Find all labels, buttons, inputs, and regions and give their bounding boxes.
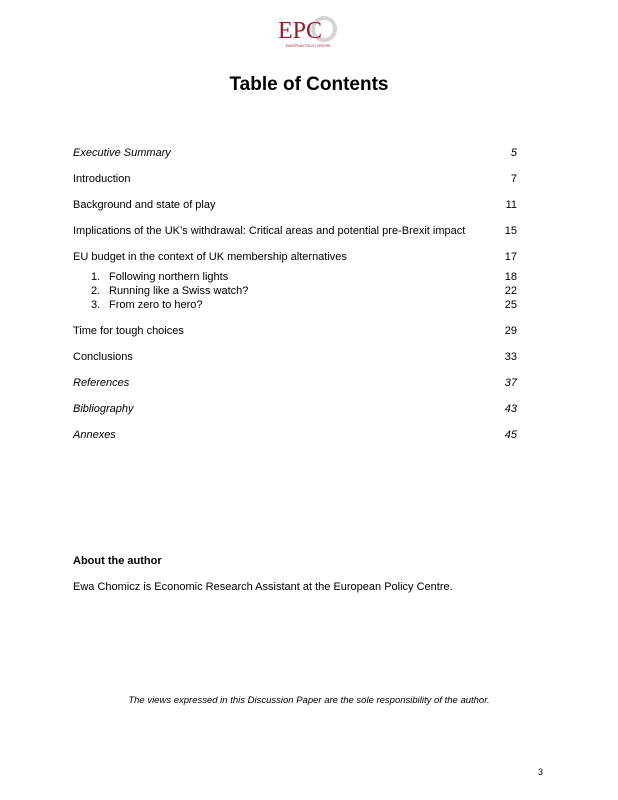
toc-subentry-page: 25 [504, 299, 517, 311]
toc-entry-page: 7 [510, 173, 517, 185]
table-of-contents [73, 146, 517, 454]
toc-entry-page: 17 [504, 251, 517, 263]
toc-entry-label: Executive Summary [73, 147, 171, 159]
toc-entry-label: Introduction [73, 173, 131, 185]
toc-subentry[interactable] [73, 284, 517, 298]
toc-entry-label: Implications of the UK’s withdrawal: Critical areas and potential pre-Brexit impact [73, 225, 466, 237]
toc-entry-label: Conclusions [73, 351, 133, 363]
toc-entry[interactable] [73, 198, 517, 212]
page-title: Table of Contents [229, 74, 389, 95]
toc-subentry-number: 3. [91, 299, 101, 311]
toc-entry[interactable] [73, 428, 517, 442]
logo-text: EPC [278, 18, 323, 44]
disclaimer: The views expressed in this Discussion Paper are the sole responsibility of the author. [128, 695, 490, 706]
toc-entry[interactable] [73, 224, 517, 238]
toc-subentry-number: 2. [91, 285, 101, 297]
toc-entry-label: Bibliography [73, 403, 134, 415]
toc-entry-label: Annexes [73, 429, 116, 441]
toc-subentry-page: 18 [504, 271, 517, 283]
toc-subentry-label: From zero to hero? [109, 299, 203, 311]
epc-logo [272, 14, 344, 50]
toc-entry[interactable] [73, 402, 517, 416]
toc-entry-page: 11 [505, 199, 517, 211]
about-text: Ewa Chomicz is Economic Research Assistant at the European Policy Centre. [73, 581, 453, 593]
page-number: 3 [538, 767, 544, 777]
toc-entry-label: Background and state of play [73, 199, 216, 211]
toc-entry-page: 45 [504, 429, 517, 441]
toc-entry-page: 5 [510, 147, 517, 159]
toc-entry-label: References [73, 377, 130, 389]
toc-entry[interactable] [73, 172, 517, 186]
toc-entry[interactable] [73, 146, 517, 160]
toc-subentry-label: Running like a Swiss watch? [109, 285, 249, 297]
toc-entry[interactable] [73, 324, 517, 338]
toc-entry-page: 15 [504, 225, 517, 237]
toc-subentry-number: 1. [91, 271, 101, 283]
toc-entry[interactable] [73, 350, 517, 364]
toc-subentry[interactable] [73, 298, 517, 312]
toc-entry-page: 43 [504, 403, 517, 415]
toc-subentry[interactable] [73, 270, 517, 284]
logo-subtitle: EUROPEAN POLICY CENTRE [285, 44, 331, 48]
toc-entry[interactable] [73, 376, 517, 390]
toc-entry-label: Time for tough choices [73, 325, 184, 337]
toc-entry-page: 29 [504, 325, 517, 337]
toc-entry-page: 33 [504, 351, 517, 363]
about-heading: About the author [73, 555, 162, 567]
toc-subentry-page: 22 [504, 285, 517, 297]
toc-entry[interactable] [73, 250, 517, 264]
toc-entry-label: EU budget in the context of UK membership alternatives [73, 251, 347, 263]
toc-subentry-label: Following northern lights [109, 271, 229, 283]
toc-entry-page: 37 [504, 377, 517, 389]
